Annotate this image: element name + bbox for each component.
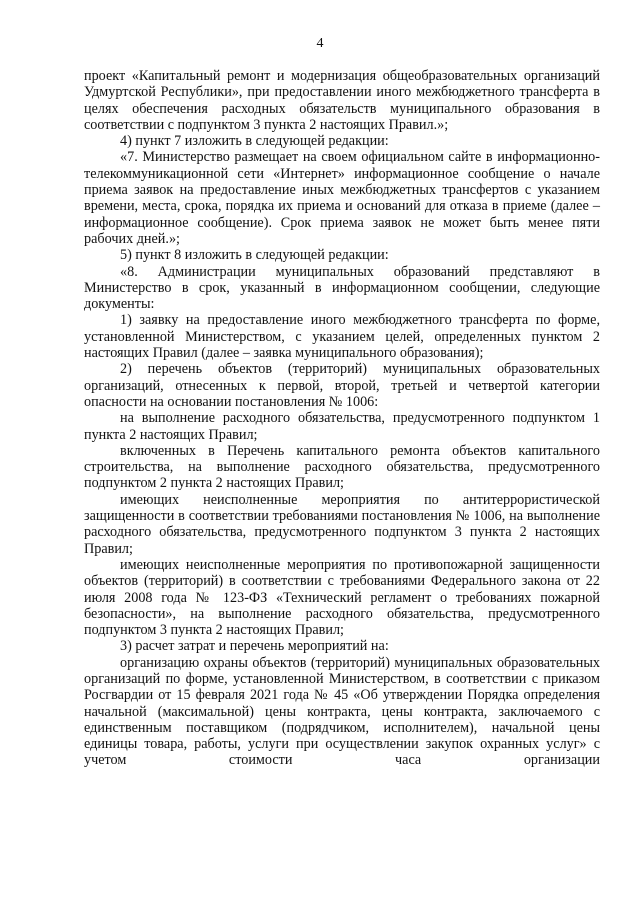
paragraph: 5) пункт 8 изложить в следующей редакции: (120, 247, 389, 264)
paragraph: 4) пункт 7 изложить в следующей редакции: (120, 133, 389, 150)
paragraph: включенных в Перечень капитального ремонта объектов капитального строительства, на выполнение расходного обязательства, предусмотренного подпунктом 2 пункта 2 настоящих Правил; (84, 442, 600, 492)
document-body (84, 68, 600, 769)
paragraph: «8. Администрации муниципальных образований представляют в Министерство в срок, указанный в информационном сообщении, следующие документы: (84, 263, 600, 313)
paragraph: 3) расчет затрат и перечень мероприятий на: (120, 638, 389, 655)
paragraph: на выполнение расходного обязательства, предусмотренного подпунктом 1 пункта 2 настоящих Правил; (84, 410, 600, 443)
paragraph: организацию охраны объектов (территорий) муниципальных образовательных организаций по форме, установленной Министерством, в соответствии с приказом Росгвардии от 15 февраля 2021 года № 45 «Об утверждении Порядка определения начальной (максимальной) цены контракта, цены контракта, заключаемого с единственным поставщиком (подрядчиком, исполнителем), начальной цены единицы товара, работы, услуги при осуществлении закупок охранных услуг» с учетом стоимости часа организации (84, 654, 600, 769)
page-number: 4 (316, 36, 324, 51)
paragraph: «7. Министерство размещает на своем официальном сайте в информационно-телекоммуникационной сети «Интернет» информационное сообщение о начале приема заявок на предоставление иных межбюджетных трансфертов с указанием времени, места, срока, порядка их приема и оснований для отказа в приеме (далее – информационное сообщение). Срок приема заявок не может быть менее пяти рабочих дней.»; (84, 149, 600, 247)
paragraph: проект «Капитальный ремонт и модернизация общеобразовательных организаций Удмуртской Республики», при предоставлении иного межбюджетного трансферта в целях обеспечения расходных обязательств муниципального образования в соответствии с подпунктом 3 пункта 2 настоящих Правил.»; (84, 68, 600, 133)
paragraph: 2) перечень объектов (территорий) муниципальных образовательных организаций, отнесенных к первой, второй, третьей и четвертой категории опасности на основании постановления № 1006: (84, 361, 600, 410)
paragraph: 1) заявку на предоставление иного межбюджетного трансферта по форме, установленной Министерством, с указанием целей, определенных пунктом 2 настоящих Правил (далее – заявка муниципального образования); (84, 312, 600, 362)
paragraph: имеющих неисполненные мероприятия по антитеррористической защищенности в соответствии требованиями постановления № 1006, на выполнение расходного обязательства, предусмотренного подпунктом 3 пункта 2 настоящих Правил; (84, 491, 600, 557)
paragraph: имеющих неисполненные мероприятия по противопожарной защищенности объектов (территорий) в соответствии с требованиями Федерального закона от 22 июля 2008 года № 123-ФЗ «Технический регламент о требованиях пожарной безопасности», на выполнение расходного обязательства, предусмотренного подпунктом 3 пункта 2 настоящих Правил; (84, 556, 600, 639)
